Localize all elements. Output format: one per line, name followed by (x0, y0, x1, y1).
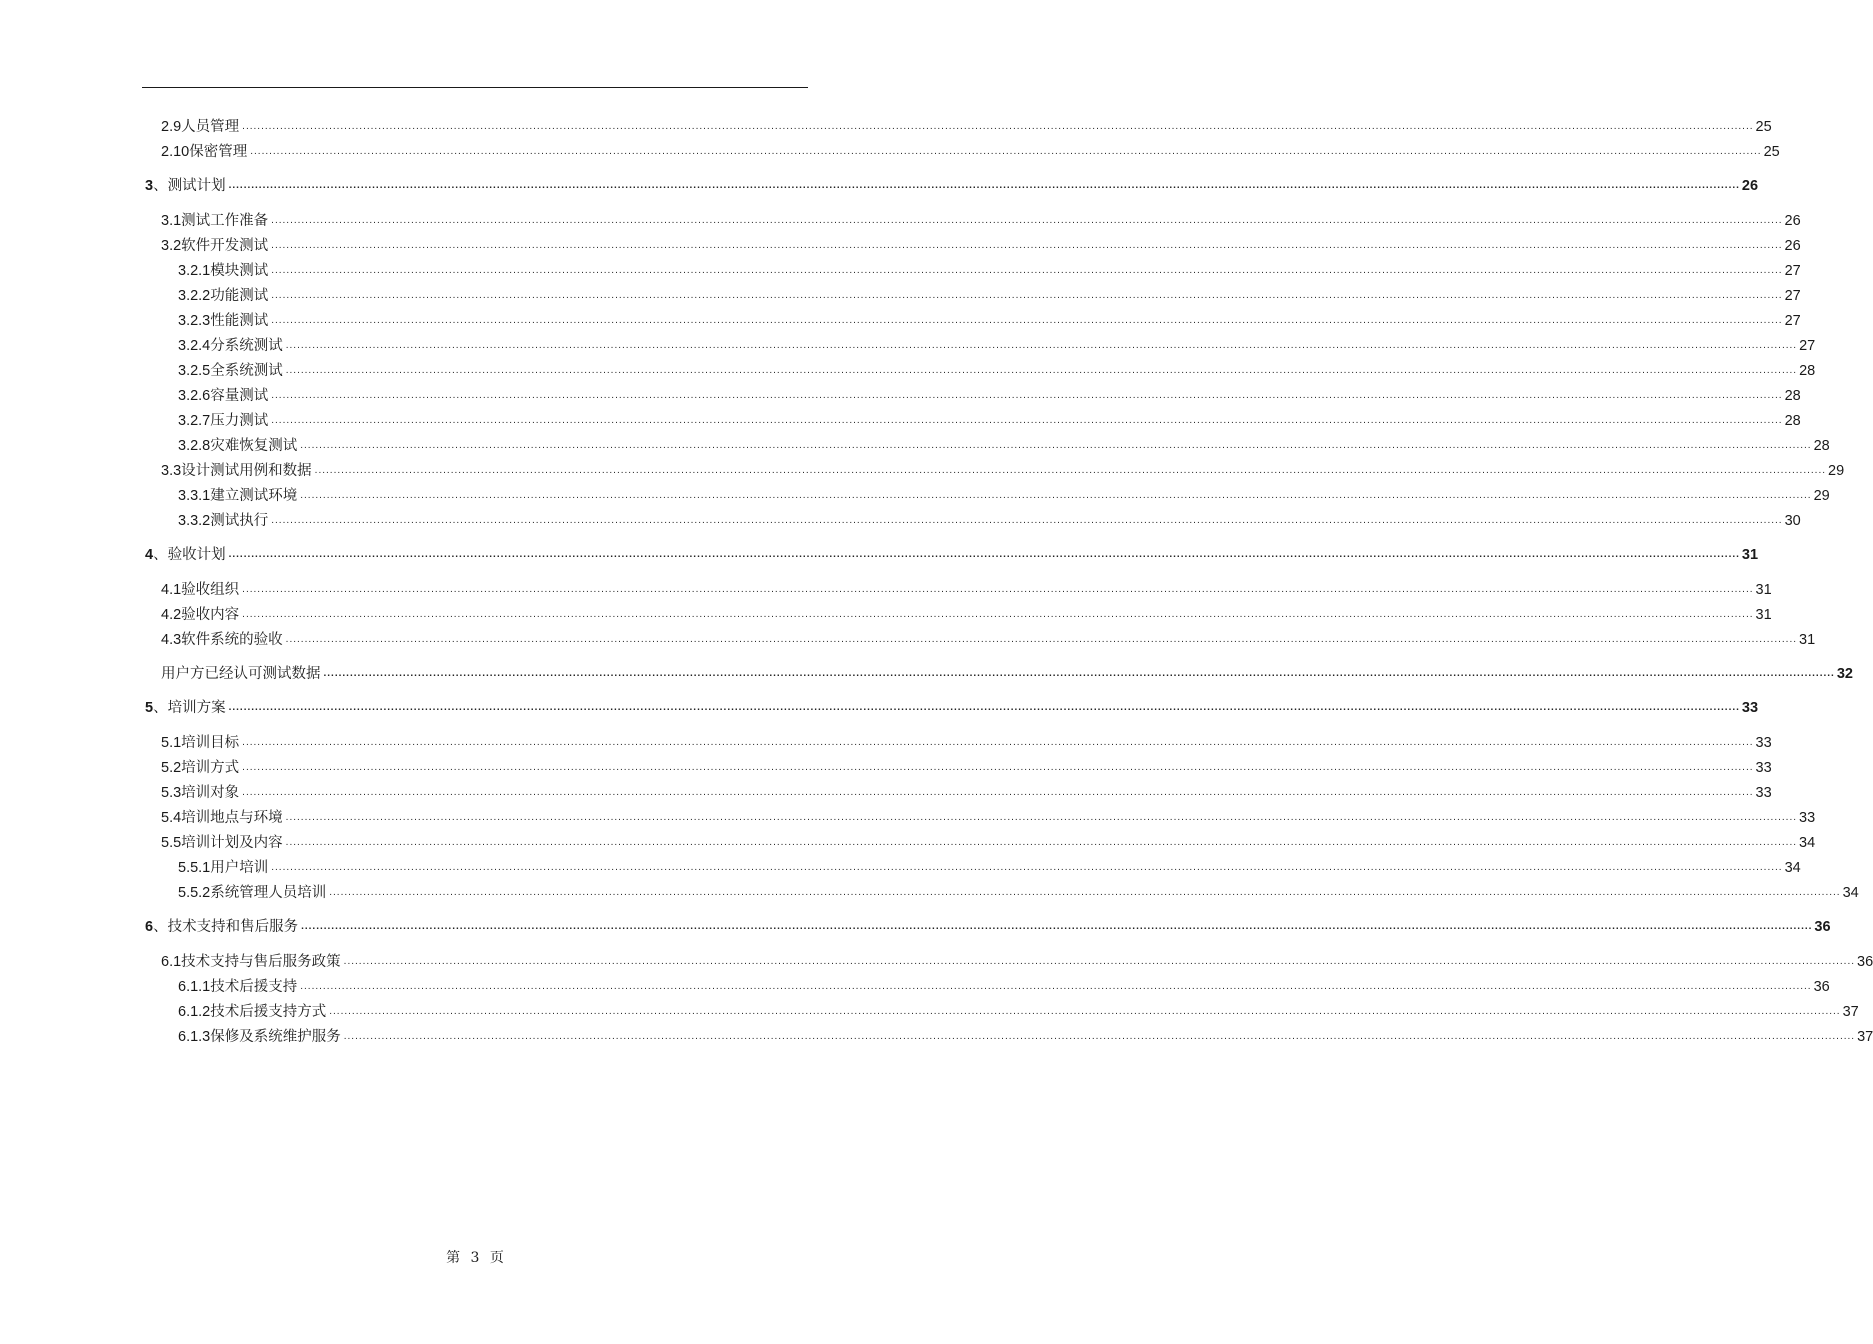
toc-dot-leader: ................................................................................................................................................................................................................................................................................................................................................................................................................ (300, 490, 1812, 501)
toc-entry-page: 37 (1842, 1004, 1859, 1020)
toc-entry-number: 4.2 (161, 607, 182, 623)
toc-entry-title: 验收组织 (181, 582, 240, 598)
toc-dot-leader: ................................................................................................................................................................................................................................................................................................................................................................................................................ (250, 146, 1762, 157)
toc-entry-number: 3.3.1 (178, 488, 211, 504)
toc-dot-leader: ................................................................................................................................................................................................................................................................................................................................................................................................................ (228, 180, 1740, 191)
toc-entry-number: 3 (145, 178, 154, 194)
toc-entry-number: 5 (145, 700, 154, 716)
toc-entry-title: 培训计划及内容 (181, 835, 283, 851)
toc-entry[interactable] (178, 508, 1801, 530)
toc-entry-title: 测试工作准备 (181, 213, 269, 229)
toc-entry-number: 4.1 (161, 582, 182, 598)
toc-entry-title: 压力测试 (210, 413, 269, 429)
toc-dot-leader: ................................................................................................................................................................................................................................................................................................................................................................................................................ (271, 862, 1783, 873)
toc-entry-page: 33 (1741, 700, 1759, 716)
toc-entry-title: 性能测试 (210, 313, 269, 329)
toc-entry[interactable] (178, 855, 1801, 877)
toc-entry-title: 培训地点与环境 (181, 810, 283, 826)
toc-entry-page: 33 (1755, 785, 1772, 801)
toc-entry-number: 5.5 (161, 835, 182, 851)
toc-entry-title: 系统管理人员培训 (210, 885, 327, 901)
toc-dot-leader: ................................................................................................................................................................................................................................................................................................................................................................................................................ (285, 365, 1798, 376)
toc-entry-number: 3.2.4 (178, 338, 211, 354)
footer-suffix: 页 (489, 1250, 504, 1266)
toc-entry-title: 验收内容 (181, 607, 240, 623)
toc-entry[interactable] (145, 542, 1759, 564)
toc-entry-number: 6.1.2 (178, 1004, 211, 1020)
toc-dot-leader: ................................................................................................................................................................................................................................................................................................................................................................................................................ (271, 390, 1783, 401)
toc-entry[interactable] (178, 974, 1830, 996)
toc-entry-title: 软件系统的验收 (181, 632, 283, 648)
toc-dot-leader: ................................................................................................................................................................................................................................................................................................................................................................................................................ (228, 702, 1740, 713)
toc-entry-number: 5.5.1 (178, 860, 211, 876)
toc-entry[interactable] (178, 999, 1859, 1021)
toc-entry-page: 25 (1755, 119, 1772, 135)
toc-entry-number: 4 (145, 547, 154, 563)
toc-dot-leader: ................................................................................................................................................................................................................................................................................................................................................................................................................ (271, 265, 1783, 276)
toc-entry-page: 34 (1799, 835, 1816, 851)
toc-entry[interactable] (178, 383, 1801, 405)
toc-entry-number: 2.10 (161, 144, 190, 160)
toc-entry[interactable] (178, 433, 1830, 455)
toc-entry-page: 27 (1799, 338, 1816, 354)
toc-entry-title: 建立测试环境 (210, 488, 298, 504)
toc-dot-leader: ................................................................................................................................................................................................................................................................................................................................................................................................................ (329, 887, 1841, 898)
toc-entry-title: 功能测试 (210, 288, 269, 304)
toc-entry-number: 3.2.6 (178, 388, 211, 404)
toc-entry-page: 26 (1784, 238, 1801, 254)
toc-dot-leader: ................................................................................................................................................................................................................................................................................................................................................................................................................ (323, 668, 1835, 679)
toc-entry-number: 5.1 (161, 735, 182, 751)
toc-entry[interactable] (161, 208, 1801, 230)
page-footer (0, 1247, 950, 1267)
toc-entry[interactable] (145, 173, 1759, 195)
toc-entry[interactable] (178, 408, 1801, 430)
toc-dot-leader: ................................................................................................................................................................................................................................................................................................................................................................................................................ (271, 515, 1783, 526)
toc-entry-title: 模块测试 (210, 263, 269, 279)
toc-entry-title: 、培训方案 (153, 700, 226, 716)
toc-entry-number: 5.4 (161, 810, 182, 826)
toc-entry-page: 27 (1784, 263, 1801, 279)
toc-entry[interactable] (161, 949, 1873, 971)
toc-entry[interactable] (161, 830, 1816, 852)
toc-entry-number: 3.2.7 (178, 413, 211, 429)
toc-entry[interactable] (178, 1024, 1873, 1046)
toc-entry-title: 培训方式 (181, 760, 240, 776)
toc-entry-title: 技术支持与售后服务政策 (181, 954, 341, 970)
toc-dot-leader: ................................................................................................................................................................................................................................................................................................................................................................................................................ (343, 956, 1855, 967)
toc-entry[interactable] (178, 283, 1801, 305)
toc-entry-number: 3.2.2 (178, 288, 211, 304)
toc-entry-page: 29 (1828, 463, 1845, 479)
header-rule (142, 87, 808, 88)
toc-entry-number: 5.3 (161, 785, 182, 801)
toc-entry-number: 6.1.3 (178, 1029, 211, 1045)
toc-entry-title: 、技术支持和售后服务 (153, 919, 299, 935)
toc-entry-number: 5.5.2 (178, 885, 211, 901)
toc-dot-leader: ................................................................................................................................................................................................................................................................................................................................................................................................................ (285, 837, 1797, 848)
toc-dot-leader: ................................................................................................................................................................................................................................................................................................................................................................................................................ (242, 121, 1754, 132)
toc-entry-number: 3.2 (161, 238, 182, 254)
toc-entry[interactable] (178, 308, 1801, 330)
toc-entry[interactable] (161, 780, 1772, 802)
toc-dot-leader: ................................................................................................................................................................................................................................................................................................................................................................................................................ (300, 981, 1812, 992)
toc-entry-number: 6.1.1 (178, 979, 211, 995)
toc-dot-leader: ................................................................................................................................................................................................................................................................................................................................................................................................................ (329, 1006, 1841, 1017)
footer-prefix: 第 (446, 1250, 461, 1266)
toc-entry-title: 、验收计划 (153, 547, 226, 563)
toc-dot-leader: ................................................................................................................................................................................................................................................................................................................................................................................................................ (314, 465, 1826, 476)
toc-entry-page: 30 (1784, 513, 1801, 529)
toc-dot-leader: ................................................................................................................................................................................................................................................................................................................................................................................................................ (228, 549, 1740, 560)
toc-dot-leader: ................................................................................................................................................................................................................................................................................................................................................................................................................ (300, 440, 1812, 451)
toc-entry-title: 全系统测试 (210, 363, 283, 379)
toc-entry-number: 3.3 (161, 463, 182, 479)
toc-entry[interactable] (161, 577, 1772, 599)
toc-entry[interactable] (161, 602, 1772, 624)
toc-entry[interactable] (161, 139, 1780, 161)
toc-entry-page: 33 (1799, 810, 1816, 826)
toc-dot-leader: ................................................................................................................................................................................................................................................................................................................................................................................................................ (271, 240, 1783, 251)
toc-entry-title: 保修及系统维护服务 (210, 1029, 341, 1045)
toc-entry[interactable] (161, 233, 1801, 255)
toc-entry-page: 31 (1755, 607, 1772, 623)
toc-entry-title: 设计测试用例和数据 (181, 463, 312, 479)
toc-dot-leader: ................................................................................................................................................................................................................................................................................................................................................................................................................ (271, 415, 1783, 426)
toc-entry-number: 3.3.2 (178, 513, 211, 529)
toc-entry-page: 26 (1741, 178, 1759, 194)
toc-dot-leader: ................................................................................................................................................................................................................................................................................................................................................................................................................ (271, 290, 1783, 301)
toc-entry-page: 27 (1784, 288, 1801, 304)
toc-entry-page: 37 (1857, 1029, 1873, 1045)
toc-entry-title: 软件开发测试 (181, 238, 269, 254)
toc-entry-number: 3.2.1 (178, 263, 211, 279)
toc-entry-page: 28 (1784, 413, 1801, 429)
toc-dot-leader: ................................................................................................................................................................................................................................................................................................................................................................................................................ (343, 1031, 1856, 1042)
toc-entry-number: 2.9 (161, 119, 182, 135)
toc-entry-title: 人员管理 (181, 119, 240, 135)
toc-entry-page: 31 (1799, 632, 1816, 648)
toc-entry-title: 保密管理 (189, 144, 248, 160)
toc-entry-title: 容量测试 (210, 388, 269, 404)
footer-page-number: 3 (470, 1250, 480, 1266)
toc-dot-leader: ................................................................................................................................................................................................................................................................................................................................................................................................................ (242, 737, 1754, 748)
toc-entry-page: 34 (1784, 860, 1801, 876)
toc-entry-page: 28 (1813, 438, 1830, 454)
toc-dot-leader: ................................................................................................................................................................................................................................................................................................................................................................................................................ (285, 812, 1797, 823)
toc-entry-page: 25 (1763, 144, 1780, 160)
toc-entry-page: 29 (1813, 488, 1830, 504)
toc-entry-title: 用户方已经认可测试数据 (161, 666, 321, 682)
toc-entry-number: 3.1 (161, 213, 182, 229)
toc-entry-page: 34 (1842, 885, 1859, 901)
toc-dot-leader: ................................................................................................................................................................................................................................................................................................................................................................................................................ (285, 340, 1798, 351)
toc-entry-title: 技术后援支持 (210, 979, 298, 995)
toc-entry[interactable] (161, 755, 1772, 777)
toc-entry-title: 培训目标 (181, 735, 240, 751)
toc-entry[interactable] (161, 805, 1816, 827)
toc-entry-title: 测试执行 (210, 513, 269, 529)
toc-dot-leader: ................................................................................................................................................................................................................................................................................................................................................................................................................ (271, 215, 1783, 226)
toc-entry-page: 28 (1799, 363, 1816, 379)
toc-entry-page: 31 (1741, 547, 1759, 563)
toc-entry-number: 5.2 (161, 760, 182, 776)
toc-entry[interactable] (178, 258, 1801, 280)
toc-entry[interactable] (178, 483, 1830, 505)
toc-entry[interactable] (178, 358, 1816, 380)
toc-entry[interactable] (145, 695, 1759, 717)
toc-entry-number: 4.3 (161, 632, 182, 648)
toc-entry-title: 灾难恢复测试 (210, 438, 298, 454)
toc-entry[interactable] (161, 114, 1772, 136)
toc-entry-page: 27 (1784, 313, 1801, 329)
toc-entry-page: 31 (1755, 582, 1772, 598)
toc-entry[interactable] (178, 880, 1859, 902)
toc-entry-number: 3.2.5 (178, 363, 211, 379)
toc-entry-page: 36 (1857, 954, 1873, 970)
toc-entry[interactable] (178, 333, 1816, 355)
toc-dot-leader: ................................................................................................................................................................................................................................................................................................................................................................................................................ (242, 609, 1754, 620)
toc-entry-number: 3.2.3 (178, 313, 211, 329)
toc-entry[interactable] (145, 914, 1831, 936)
toc-entry[interactable] (161, 661, 1853, 683)
toc-entry[interactable] (161, 627, 1816, 649)
toc-entry-page: 33 (1755, 735, 1772, 751)
toc-entry-number: 3.2.8 (178, 438, 211, 454)
toc-entry-page: 33 (1755, 760, 1772, 776)
toc-entry-page: 32 (1836, 666, 1853, 682)
toc-entry[interactable] (161, 730, 1772, 752)
toc-entry-page: 26 (1784, 213, 1801, 229)
toc-dot-leader: ................................................................................................................................................................................................................................................................................................................................................................................................................ (285, 634, 1797, 645)
toc-dot-leader: ................................................................................................................................................................................................................................................................................................................................................................................................................ (242, 762, 1754, 773)
toc-entry-number: 6.1 (161, 954, 182, 970)
toc-dot-leader: ................................................................................................................................................................................................................................................................................................................................................................................................................ (242, 787, 1754, 798)
toc-entry-number: 6 (145, 919, 154, 935)
toc-dot-leader: ................................................................................................................................................................................................................................................................................................................................................................................................................ (242, 584, 1754, 595)
toc-entry-title: 用户培训 (210, 860, 269, 876)
toc-entry[interactable] (161, 458, 1845, 480)
toc-entry-page: 36 (1814, 919, 1831, 935)
toc-entry-page: 28 (1784, 388, 1801, 404)
toc-dot-leader: ................................................................................................................................................................................................................................................................................................................................................................................................................ (271, 315, 1783, 326)
toc-entry-title: 分系统测试 (210, 338, 283, 354)
toc-dot-leader: ................................................................................................................................................................................................................................................................................................................................................................................................................ (301, 921, 1813, 932)
toc-entry-title: 、测试计划 (153, 178, 226, 194)
toc-entry-title: 培训对象 (181, 785, 240, 801)
toc-entry-title: 技术后援支持方式 (210, 1004, 327, 1020)
toc-entry-page: 36 (1813, 979, 1830, 995)
